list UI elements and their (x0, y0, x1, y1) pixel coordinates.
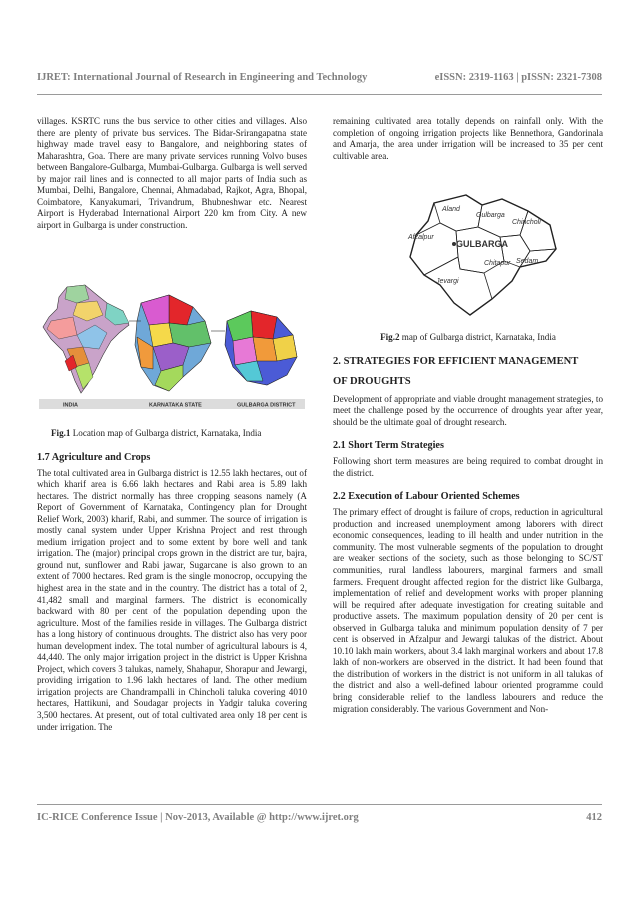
karnataka-map (135, 295, 211, 391)
aland-label: Aland (442, 206, 460, 213)
page-number: 412 (586, 812, 602, 823)
paragraph: The total cultivated area in Gulbarga district is 12.55 lakh hectares, out of which kharif area is 6.66 lakh hectares and Rabi area is 5.89 lakh hectares. The district normally has three cropping seasons namely (A Report of Government of Karnataka, Contingency plan for Drought Relief Work, 2003) kharif, Rabi, and summer. The source of irrigation is mostly canal system under Upper Krishna Project and rest through medium irrigation project and to some extent by bore well and tank irrigation. The (major) principal crops grown in the district are tur, bajra, ground nut, sunflower and Rabi jawar, Sugarcane is also grown to an extent of 7000 hectares. Red gram is the single monocrop, occupying the highest area in the state and in the country. The district has a total of 2, 41,482 small and marginal farmers. The district is economically backward with 80 per cent of the population depending upon the agriculture. Most of the families reside in villages. The Gulbarga district has a long history of continuous droughts. The district also has very poor human development index. The total number of agricultural labours is 4, 44,440. The only major irrigation project in the district is Upper Krishna Project, which covers 3 talukas, namely, Shahapur, Shorapur and Jewargi, providing irrigation to 1.96 lakh hectares of land. The other medium irrigation projects are Chandrampalli in Chincholi taluka covering 4010 hectares, Hattikuni, and Soudagar projects in Yadgir taluka covering 3,500 hectares. At present, out of total cultivated area only 18 per cent is under irrigation. The (37, 467, 307, 732)
gulbarga-district-label: GULBARGA (456, 239, 508, 249)
sedam-label: Sedam (516, 258, 539, 265)
page-footer (37, 812, 602, 823)
gulbarga-district-map (225, 311, 297, 385)
paragraph: villages. KSRTC runs the bus service to other cities and villages. Also there are plenty of private bus services. The Bidar-Srirangapatna state highway made travel easy to Bangalore, and neighboring states of Maharashtra, Goa. There are many private services running Volvo buses between Bangalore-Gulbarga, Mumbai-Gulbarga. Gulbarga is well served by major rail lines and is connected to all major parts of India such as Mumbai, Delhi, Bangalore, Chennai, Ahmadabad, Rajkot, Agra, Bhopal, Coimbatore, Kanyakumari, Trivandrum, Bhubneshwar etc. Nearest Airport is Hyderabad International Airport 220 km from City. A new airport in Gulbarga is under construction. (37, 116, 307, 230)
gulbarga-taluka-label: Gulbarga (476, 212, 505, 219)
india-map (43, 285, 129, 393)
page-header (37, 72, 602, 83)
footer-citation: IC-RICE Conference Issue | Nov-2013, Available @ http://www.ijret.org (37, 812, 359, 823)
header-rule (37, 94, 602, 95)
figure-1-location-map (37, 281, 307, 417)
section-heading-2 (333, 352, 603, 392)
figure-1-caption (37, 428, 307, 440)
figure-1-label: Fig.1 (51, 428, 71, 438)
right-column (333, 116, 603, 162)
district-hq-marker (452, 242, 456, 246)
figure-2-caption-text: map of Gulbarga district, Karnataka, India (399, 332, 556, 342)
section-heading-2-line-2: OF DROUGHTS (333, 375, 411, 387)
figure-2-label: Fig.2 (380, 332, 400, 342)
footer-rule (37, 804, 602, 805)
location-map-image (37, 281, 307, 417)
section-heading-2-line-1: 2. STRATEGIES FOR EFFICIENT MANAGEMENT (333, 355, 579, 367)
district-map-image (400, 191, 570, 321)
afzalpur-label: Afzalpur (408, 234, 434, 241)
karnataka-label: KARNATAKA STATE (149, 402, 202, 409)
figure-2-caption (333, 332, 603, 344)
figure-2-district-map (400, 191, 570, 321)
chitapur-label: Chitapur (484, 260, 511, 267)
section-heading-2-1: 2.1 Short Term Strategies (333, 440, 444, 452)
journal-title: IJRET: International Journal of Research in Engineering and Technology (37, 72, 368, 83)
paragraph: Development of appropriate and viable drought management strategies, to meet the challenge posed by the occurrence of droughts year after year, should be the ultimate goal of drought research. (333, 393, 603, 427)
section-heading-2-2: 2.2 Execution of Labour Oriented Schemes (333, 491, 520, 503)
left-column (37, 116, 307, 231)
paragraph: Following short term measures are being required to combat drought in the district. (333, 456, 603, 478)
issn: eISSN: 2319-1163 | pISSN: 2321-7308 (434, 72, 602, 83)
paragraph: remaining cultivated area totally depends on rainfall only. With the completion of ongoing irrigation projects like Bennethora, Gandorinala and Amarja, the area under irrigation will be increased to 35 per cent cultivable area. (333, 116, 603, 161)
left-column-lower (37, 428, 307, 733)
right-column-lower (333, 332, 603, 715)
section-heading-1-7: 1.7 Agriculture and Crops (37, 451, 151, 463)
paragraph: The primary effect of drought is failure of crops, reduction in agricultural production and increased unemployment among laborers with direct economic consequences, leading to ill health and under nutrition in the community. The most vulnerable segments of the population to drought are weaker sections of the society, such as those belonging to SC/ST communities, rural landless labourers, marginal farmers and small farmers. Frequent drought affected region for the district like Gulbarga, implementation of relief and development works with proper planning will be required after adequate investigation for creating suitable and productive assets. The maximum population density of 20 per cent is observed in Gulbarga taluka and minimum population density of 7 per cent is observed in Afzalpur and Jewargi talukas of the district. About 10.10 lakh main workers, about 3.4 lakh marginal workers and about 17.8 lakh of non-workers are observed in the district. It had been found that the distribution of workers in the district is not uniform in all talukas of the district and also a well-defined labour oriented programme could bring considerable relief to the landless labourers and reduce the migration considerably. The various Government and Non- (333, 507, 603, 714)
jevargi-label: Jevargi (436, 278, 459, 285)
gulbarga-label: GULBARGA DISTRICT (237, 402, 296, 409)
chincholi-label: Chincholi (512, 219, 541, 226)
india-label: INDIA (63, 402, 78, 409)
figure-1-caption-text: Location map of Gulbarga district, Karnataka, India (70, 428, 262, 438)
